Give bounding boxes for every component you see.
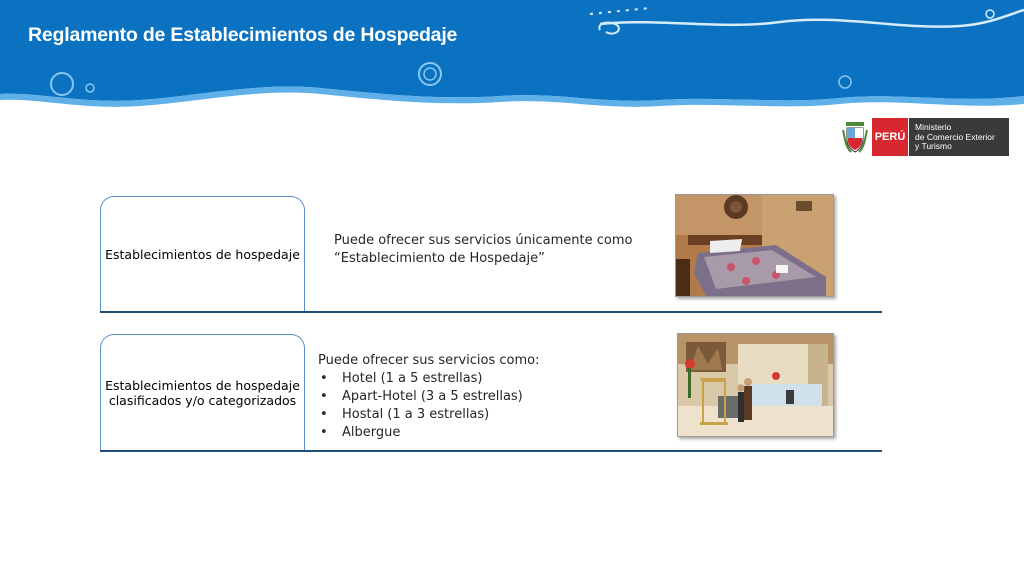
category-tab-label: Establecimientos de hospedaje — [105, 246, 300, 262]
row-divider — [100, 450, 882, 452]
ministry-line: Ministerio — [915, 122, 952, 132]
hotel-bedroom-photo — [675, 194, 834, 297]
ministry-line: de Comercio Exterior — [915, 131, 995, 142]
ministry-name — [908, 118, 1009, 156]
service-item: • Hostal (1 a 3 estrellas) — [318, 406, 540, 424]
category-tab-label: clasificados y/o categorizados — [108, 392, 297, 408]
service-item: • Hotel (1 a 5 estrellas) — [318, 370, 540, 388]
peru-label: PERÚ — [872, 118, 908, 156]
classified-description — [318, 352, 540, 442]
category-tab-label: Establecimientos de hospedaje — [105, 377, 300, 393]
description-line: Puede ofrecer sus servicios únicamente como — [334, 233, 633, 248]
ministry-logo — [842, 118, 1009, 156]
header-banner — [0, 0, 1024, 110]
row-divider — [100, 311, 882, 313]
category-tab-standard — [100, 196, 305, 311]
service-item: • Albergue — [318, 424, 540, 442]
services-list — [318, 370, 540, 442]
coat-of-arms-icon — [842, 118, 868, 156]
description-line: “Establecimiento de Hospedaje” — [334, 251, 545, 266]
standard-description — [334, 232, 632, 268]
hotel-lobby-photo — [677, 333, 834, 437]
category-tab-classified — [100, 334, 305, 450]
services-intro: Puede ofrecer sus servicios como: — [318, 353, 540, 368]
ministry-line: y Turismo — [915, 141, 952, 151]
service-item: • Apart-Hotel (3 a 5 estrellas) — [318, 388, 540, 406]
page-title: Reglamento de Establecimientos de Hospedaje — [28, 24, 458, 46]
